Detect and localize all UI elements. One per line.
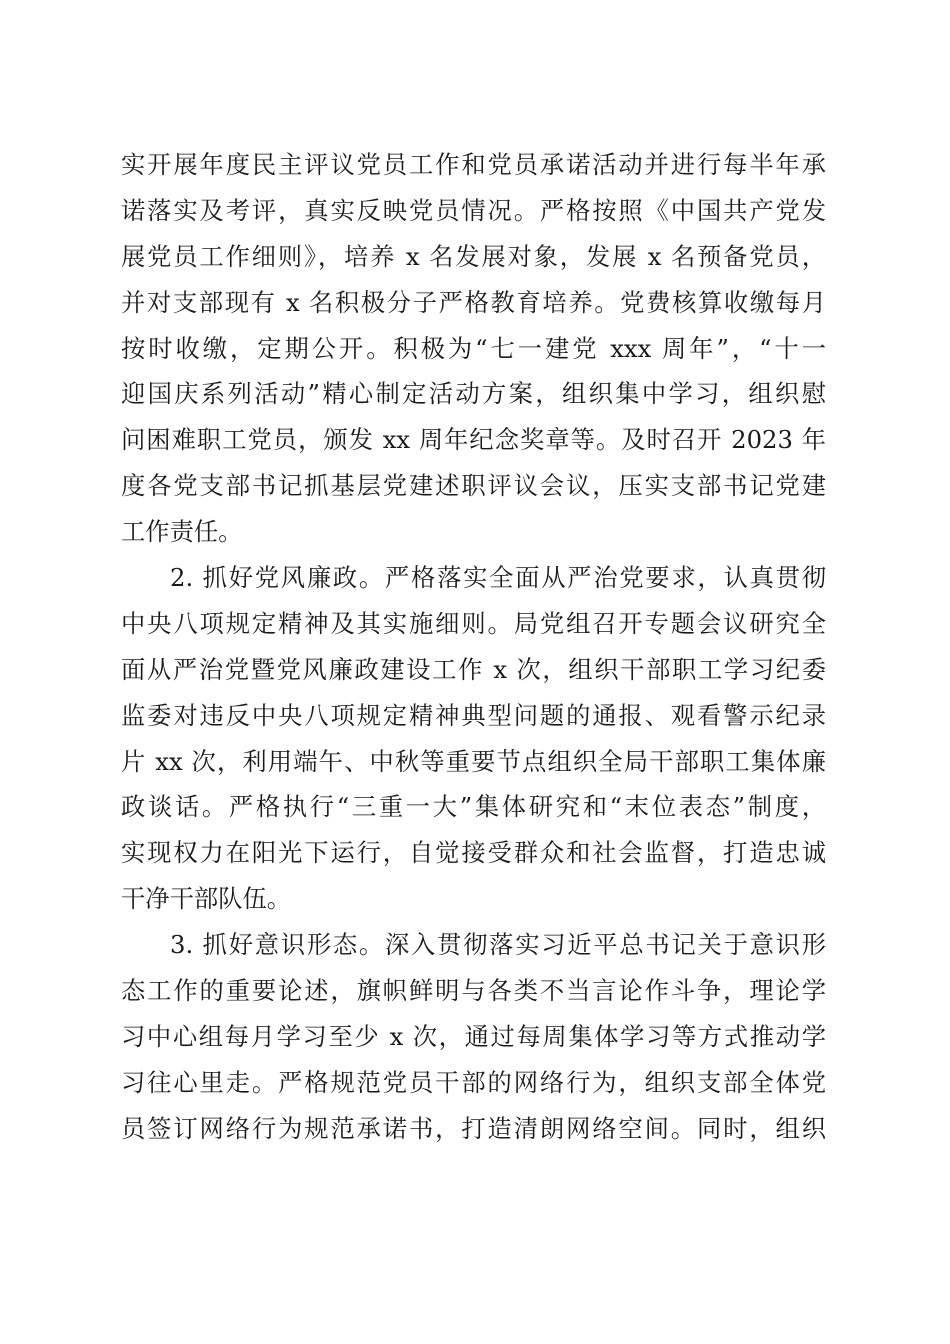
text-line: 监委对违反中央八项规定精神典型问题的通报、观看警示纪录 xyxy=(121,700,826,730)
paragraph-1 xyxy=(121,142,826,555)
text-line: 政谈话。严格执行“三重一大”集体研究和“末位表态”制度， xyxy=(121,792,826,822)
section-heading-line: 3. 抓好意识形态。深入贯彻落实习近平总书记关于意识形 xyxy=(170,930,826,960)
section-heading-line: 2. 抓好党风廉政。严格落实全面从严治党要求，认真贯彻 xyxy=(170,563,826,593)
text-line: 并对支部现有 x 名积极分子严格教育培养。党费核算收缴每月 xyxy=(121,287,826,317)
text-line: 问困难职工党员，颁发 xx 周年纪念奖章等。及时召开 2023 年 xyxy=(121,425,826,455)
text-line: 态工作的重要论述，旗帜鲜明与各类不当言论作斗争，理论学 xyxy=(121,976,826,1006)
document-body xyxy=(121,142,826,1152)
text-line: 展党员工作细则》，培养 x 名发展对象，发展 x 名预备党员， xyxy=(121,241,826,271)
paragraph-2 xyxy=(121,555,826,922)
text-line: 员签订网络行为规范承诺书，打造清朗网络空间。同时，组织 xyxy=(121,1113,826,1143)
text-line: 中央八项规定精神及其实施细则。局党组召开专题会议研究全 xyxy=(121,608,826,638)
text-line: 习往心里走。严格规范党员干部的网络行为，组织支部全体党 xyxy=(121,1067,826,1097)
text-line: 干净干部队伍。 xyxy=(121,884,292,914)
text-line: 习中心组每月学习至少 x 次，通过每周集体学习等方式推动学 xyxy=(121,1021,826,1051)
text-line: 实开展年度民主评议党员工作和党员承诺活动并进行每半年承 xyxy=(121,150,826,179)
text-line: 实现权力在阳光下运行，自觉接受群众和社会监督，打造忠诚 xyxy=(121,838,826,868)
text-line: 度各党支部书记抓基层党建述职评议会议，压实支部书记党建 xyxy=(121,471,826,501)
text-line: 片 xx 次，利用端午、中秋等重要节点组织全局干部职工集体廉 xyxy=(121,746,826,776)
text-line: 迎国庆系列活动”精心制定活动方案，组织集中学习，组织慰 xyxy=(121,379,826,409)
paragraph-3 xyxy=(121,922,826,1151)
text-line: 按时收缴，定期公开。积极为“七一建党 xxx 周年”，“十一 xyxy=(121,333,826,363)
text-line: 面从严治党暨党风廉政建设工作 x 次，组织干部职工学习纪委 xyxy=(121,654,826,684)
text-line: 诺落实及考评，真实反映党员情况。严格按照《中国共产党发 xyxy=(121,195,826,225)
text-line: 工作责任。 xyxy=(121,517,243,547)
